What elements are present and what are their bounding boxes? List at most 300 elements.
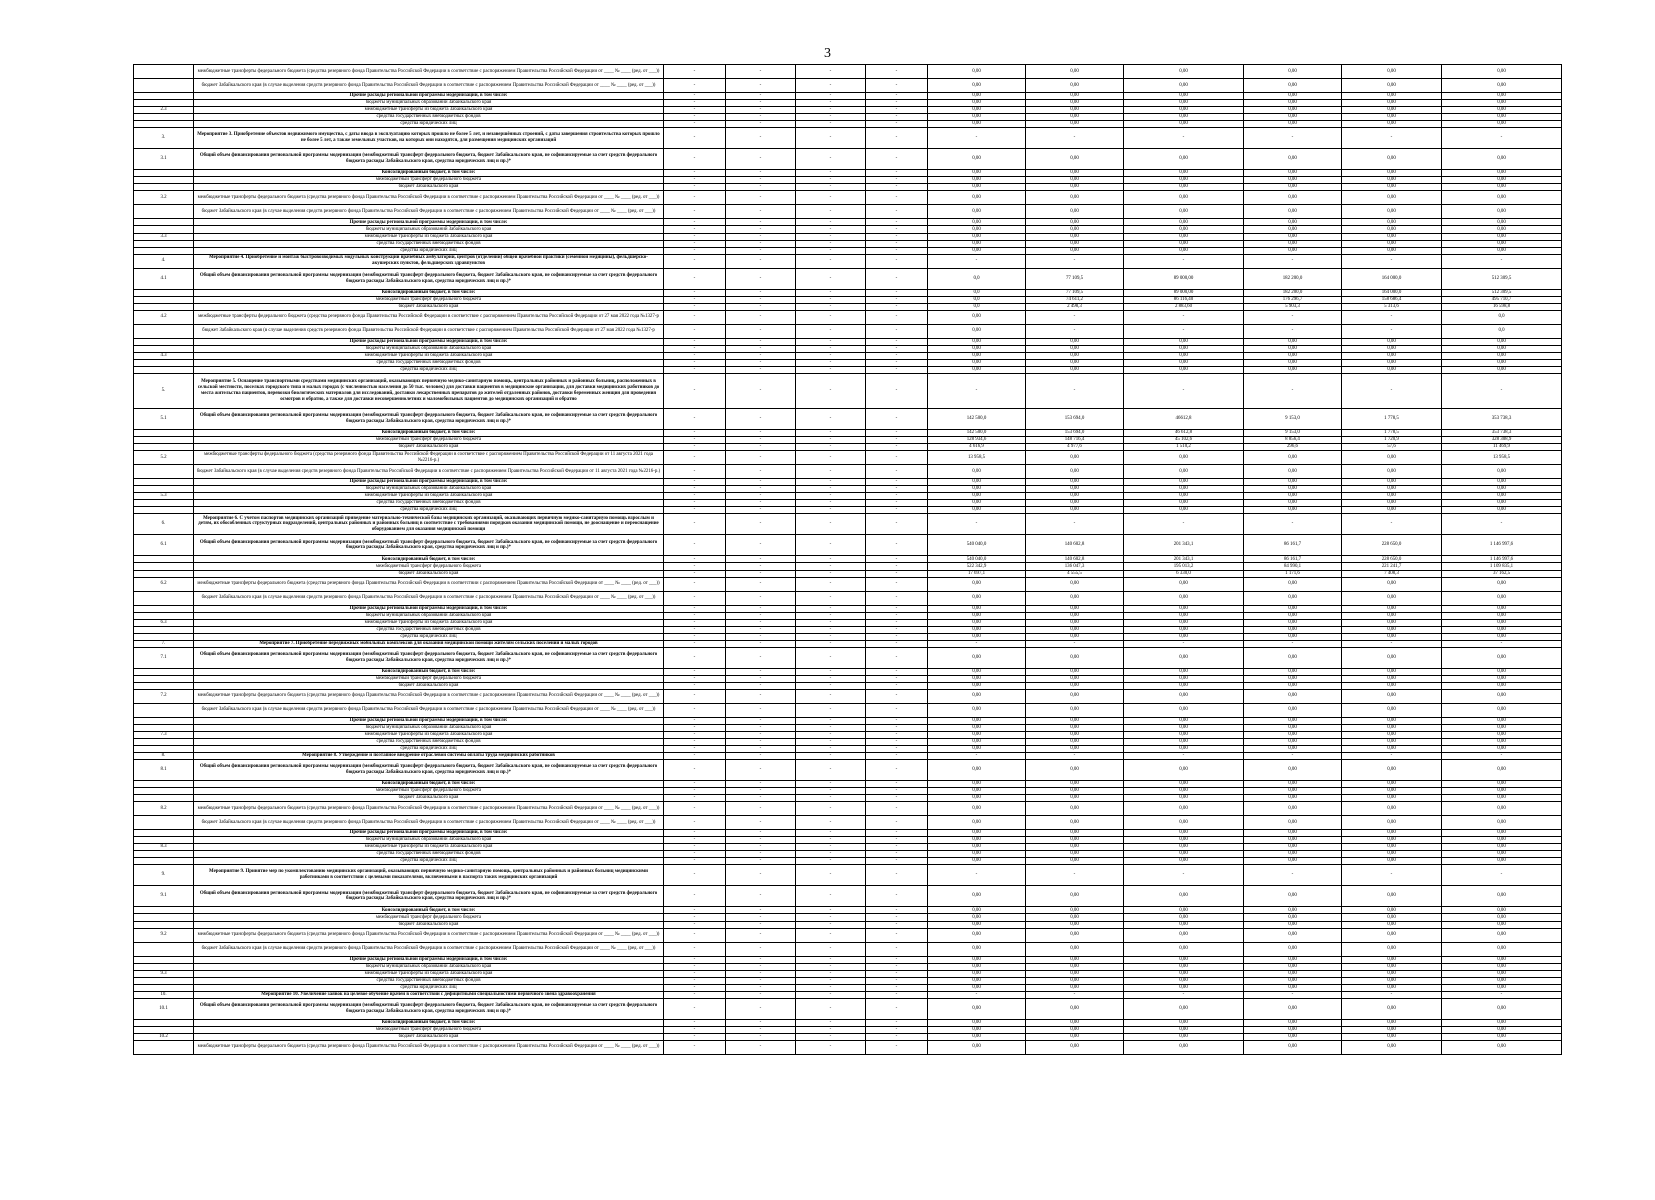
value-cell: 0,00 bbox=[1442, 703, 1562, 717]
value-cell: - bbox=[796, 366, 866, 373]
value-cell: 0,00 bbox=[1244, 738, 1342, 745]
value-cell: 0,00 bbox=[1244, 942, 1342, 956]
value-cell: - bbox=[664, 338, 726, 345]
table-row bbox=[134, 430, 1562, 437]
value-cell: 164 000,0 bbox=[1342, 289, 1442, 296]
row-number bbox=[134, 956, 194, 963]
value-cell: - bbox=[726, 605, 796, 612]
value-cell: 0,00 bbox=[1342, 682, 1442, 689]
value-cell: - bbox=[726, 886, 796, 907]
value-cell: 0,00 bbox=[928, 359, 1026, 366]
value-cell: - bbox=[664, 837, 726, 844]
value-cell: 0,00 bbox=[1342, 844, 1442, 851]
value-cell: 0,00 bbox=[1244, 612, 1342, 619]
table-row bbox=[134, 268, 1562, 289]
value-cell: - bbox=[796, 640, 866, 647]
row-number bbox=[134, 219, 194, 226]
value-cell: 0,00 bbox=[1442, 226, 1562, 233]
value-cell: - bbox=[726, 324, 796, 338]
value-cell: - bbox=[796, 352, 866, 359]
value-cell: 0,00 bbox=[1026, 647, 1124, 668]
value-cell: - bbox=[1244, 865, 1342, 886]
row-description: межбюджетные трансферты федерального бюджета (средства резервного фонда Правительства Российской Федерации в соответствие с распоряжением Правительства Российской Федерации от ____ № ____ (ред. от ___)) bbox=[194, 1040, 664, 1054]
value-cell: - bbox=[796, 289, 866, 296]
table-row bbox=[134, 556, 1562, 563]
row-number bbox=[134, 591, 194, 605]
value-cell: - bbox=[1442, 753, 1562, 760]
table-row bbox=[134, 121, 1562, 128]
value-cell: 0,00 bbox=[1244, 93, 1342, 100]
row-number bbox=[134, 851, 194, 858]
value-cell: 0,00 bbox=[1244, 65, 1342, 79]
value-cell: - bbox=[1026, 865, 1124, 886]
value-cell: 0,00 bbox=[1342, 1019, 1442, 1026]
row-description: Общий объем финансирования региональной программы модернизации (межбюджетный трансферт федерального бюджета, бюджет Забайкальского края, не софинансируемые за счет средств федерального бюджета расходы Забайкальского края, средства юридических лиц и пр.)* bbox=[194, 760, 664, 781]
value-cell: - bbox=[664, 886, 726, 907]
value-cell: - bbox=[726, 640, 796, 647]
table-row bbox=[134, 1033, 1562, 1040]
value-cell: 0,00 bbox=[1442, 65, 1562, 79]
value-cell: - bbox=[796, 437, 866, 444]
value-cell: - bbox=[726, 851, 796, 858]
row-description: межбюджетные трансферты федерального бюджета (средства резервного фонда Правительства Российской Федерации в соответствие с распоряжением Правительства Российской Федерации от 27 мая 2022 года №1327-р bbox=[194, 310, 664, 324]
value-cell: 0,00 bbox=[1342, 507, 1442, 514]
value-cell: 0,00 bbox=[1124, 577, 1244, 591]
value-cell: - bbox=[866, 366, 928, 373]
value-cell: 0,00 bbox=[1342, 233, 1442, 240]
value-cell: - bbox=[796, 514, 866, 535]
row-number: 4. bbox=[134, 254, 194, 268]
value-cell: - bbox=[866, 928, 928, 942]
value-cell: 0,00 bbox=[1342, 247, 1442, 254]
row-description: бюджет Забайкальского края bbox=[194, 444, 664, 451]
value-cell: 0,00 bbox=[1442, 844, 1562, 851]
value-cell: - bbox=[866, 338, 928, 345]
value-cell: - bbox=[866, 998, 928, 1019]
row-description: Общий объем финансирования региональной программы модернизации (межбюджетный трансферт федерального бюджета, бюджет Забайкальского края, не софинансируемые за счет средств федерального бюджета расходы Забайкальского края, средства юридических лиц и пр.)* bbox=[194, 149, 664, 170]
value-cell: 0,00 bbox=[1442, 591, 1562, 605]
value-cell: 0,00 bbox=[928, 682, 1026, 689]
value-cell: 0,00 bbox=[1442, 184, 1562, 191]
value-cell: 0,00 bbox=[1026, 886, 1124, 907]
value-cell: - bbox=[726, 830, 796, 837]
value-cell: - bbox=[796, 991, 866, 998]
value-cell: 0,00 bbox=[1026, 507, 1124, 514]
value-cell: - bbox=[1244, 514, 1342, 535]
value-cell: 0,00 bbox=[1342, 830, 1442, 837]
value-cell: - bbox=[866, 914, 928, 921]
value-cell: 74 611,2 bbox=[1026, 296, 1124, 303]
value-cell: - bbox=[664, 114, 726, 121]
table-row bbox=[134, 640, 1562, 647]
row-description: Прочие расходы региональной программы модернизации, в том числе: bbox=[194, 956, 664, 963]
value-cell: 0,00 bbox=[1026, 114, 1124, 121]
value-cell: - bbox=[866, 640, 928, 647]
value-cell: 540 040,0 bbox=[928, 556, 1026, 563]
value-cell: 0,00 bbox=[1342, 1026, 1442, 1033]
value-cell: 0,00 bbox=[1124, 451, 1244, 465]
value-cell: - bbox=[726, 107, 796, 114]
value-cell: - bbox=[1026, 514, 1124, 535]
value-cell: - bbox=[796, 479, 866, 486]
value-cell: 0,00 bbox=[1442, 731, 1562, 738]
value-cell: 0,00 bbox=[1026, 170, 1124, 177]
value-cell: 0,00 bbox=[1244, 851, 1342, 858]
value-cell: 0,00 bbox=[1342, 802, 1442, 816]
value-cell: 0,00 bbox=[1244, 1026, 1342, 1033]
row-description: средства юридических лиц bbox=[194, 858, 664, 865]
value-cell: - bbox=[664, 373, 726, 408]
value-cell: - bbox=[1442, 865, 1562, 886]
value-cell: 182 200,0 bbox=[1244, 289, 1342, 296]
value-cell: 0,00 bbox=[1026, 984, 1124, 991]
value-cell: 0,00 bbox=[1442, 998, 1562, 1019]
value-cell: 0,00 bbox=[1244, 668, 1342, 675]
value-cell: 1 146 997,6 bbox=[1442, 535, 1562, 556]
value-cell: 0,00 bbox=[928, 745, 1026, 752]
value-cell: 0,00 bbox=[1244, 359, 1342, 366]
row-description: бюджет Забайкальского края bbox=[194, 682, 664, 689]
value-cell: - bbox=[1442, 640, 1562, 647]
value-cell: 4 977,6 bbox=[1026, 444, 1124, 451]
table-row bbox=[134, 577, 1562, 591]
value-cell: - bbox=[866, 268, 928, 289]
row-number: 2.3 bbox=[134, 107, 194, 114]
value-cell: - bbox=[726, 956, 796, 963]
value-cell: - bbox=[664, 479, 726, 486]
value-cell: 142 500,0 bbox=[928, 409, 1026, 430]
row-number: 6.3 bbox=[134, 619, 194, 626]
value-cell: - bbox=[664, 633, 726, 640]
value-cell: - bbox=[726, 226, 796, 233]
value-cell: - bbox=[664, 830, 726, 837]
row-number bbox=[134, 465, 194, 479]
value-cell: - bbox=[664, 998, 726, 1019]
row-description: средства государственных внебюджетных фондов bbox=[194, 114, 664, 121]
value-cell: 0,00 bbox=[1026, 689, 1124, 703]
value-cell: - bbox=[796, 465, 866, 479]
value-cell: 0,00 bbox=[1026, 591, 1124, 605]
row-number bbox=[134, 914, 194, 921]
value-cell: 0,00 bbox=[1244, 760, 1342, 781]
row-description: Консолидированный бюджет, в том числе: bbox=[194, 430, 664, 437]
table-row bbox=[134, 745, 1562, 752]
value-cell: 0,00 bbox=[1026, 717, 1124, 724]
row-description: Мероприятие 7. Приобретение передвижных мобильных комплексов для оказания медицинской помощи жителям сельских поселений и малых городов bbox=[194, 640, 664, 647]
row-description: межбюджетный трансферт федерального бюджета bbox=[194, 788, 664, 795]
value-cell: 0,00 bbox=[1442, 338, 1562, 345]
table-row bbox=[134, 1040, 1562, 1054]
row-number bbox=[134, 612, 194, 619]
value-cell: - bbox=[866, 591, 928, 605]
value-cell: - bbox=[928, 640, 1026, 647]
value-cell: 0,00 bbox=[1342, 977, 1442, 984]
value-cell: 0,00 bbox=[1124, 493, 1244, 500]
row-description: Консолидированный бюджет, в том числе: bbox=[194, 781, 664, 788]
value-cell: - bbox=[664, 430, 726, 437]
value-cell: - bbox=[664, 240, 726, 247]
value-cell: 0,00 bbox=[1124, 93, 1244, 100]
row-description: Консолидированный бюджет, в том числе: bbox=[194, 668, 664, 675]
value-cell: - bbox=[664, 191, 726, 205]
value-cell: - bbox=[796, 226, 866, 233]
value-cell: - bbox=[796, 795, 866, 802]
value-cell: 0,00 bbox=[1026, 858, 1124, 865]
value-cell: 0,00 bbox=[1244, 830, 1342, 837]
value-cell: - bbox=[664, 675, 726, 682]
value-cell: - bbox=[796, 1040, 866, 1054]
row-number: 9. bbox=[134, 865, 194, 886]
value-cell: 0,00 bbox=[1124, 731, 1244, 738]
value-cell: - bbox=[1026, 310, 1124, 324]
value-cell: 0,00 bbox=[1342, 591, 1442, 605]
value-cell: - bbox=[796, 977, 866, 984]
value-cell: - bbox=[726, 745, 796, 752]
value-cell: - bbox=[866, 753, 928, 760]
row-description: межбюджетные трансферты из бюджета Забайкальского края bbox=[194, 844, 664, 851]
value-cell: 0,00 bbox=[1026, 121, 1124, 128]
table-row bbox=[134, 907, 1562, 914]
value-cell: - bbox=[866, 437, 928, 444]
row-number bbox=[134, 668, 194, 675]
value-cell: 0,00 bbox=[1124, 703, 1244, 717]
value-cell: 0,00 bbox=[1026, 830, 1124, 837]
value-cell: 0,00 bbox=[1124, 984, 1244, 991]
value-cell: - bbox=[796, 556, 866, 563]
value-cell: - bbox=[866, 184, 928, 191]
value-cell: 0,00 bbox=[1442, 352, 1562, 359]
value-cell: - bbox=[664, 93, 726, 100]
value-cell: 0,00 bbox=[1244, 479, 1342, 486]
value-cell: - bbox=[1026, 324, 1124, 338]
value-cell: 0,00 bbox=[928, 205, 1026, 219]
value-cell: 0,00 bbox=[1244, 977, 1342, 984]
value-cell: 0,00 bbox=[1124, 465, 1244, 479]
value-cell: - bbox=[664, 640, 726, 647]
value-cell: - bbox=[664, 788, 726, 795]
value-cell: - bbox=[664, 724, 726, 731]
value-cell: - bbox=[796, 359, 866, 366]
value-cell: 0,00 bbox=[928, 619, 1026, 626]
value-cell: 0,00 bbox=[1442, 1040, 1562, 1054]
value-cell: 0,00 bbox=[1442, 100, 1562, 107]
value-cell: - bbox=[1342, 373, 1442, 408]
value-cell: - bbox=[1342, 514, 1442, 535]
value-cell: 0,00 bbox=[1442, 977, 1562, 984]
value-cell: 0,00 bbox=[1026, 465, 1124, 479]
value-cell: - bbox=[726, 289, 796, 296]
value-cell: 1 778,5 bbox=[1342, 430, 1442, 437]
table-row bbox=[134, 984, 1562, 991]
row-number bbox=[134, 738, 194, 745]
row-number: 7.2 bbox=[134, 689, 194, 703]
row-number bbox=[134, 858, 194, 865]
value-cell: 0,00 bbox=[1124, 612, 1244, 619]
table-row bbox=[134, 816, 1562, 830]
value-cell: 0,00 bbox=[1026, 352, 1124, 359]
value-cell: - bbox=[726, 633, 796, 640]
value-cell: 0,00 bbox=[1342, 886, 1442, 907]
value-cell: - bbox=[664, 977, 726, 984]
table-row bbox=[134, 310, 1562, 324]
value-cell: 0,00 bbox=[1342, 851, 1442, 858]
table-row bbox=[134, 507, 1562, 514]
value-cell: 0,00 bbox=[1124, 79, 1244, 93]
value-cell: 1 109 835,1 bbox=[1442, 563, 1562, 570]
table-row bbox=[134, 465, 1562, 479]
value-cell: - bbox=[796, 121, 866, 128]
value-cell: - bbox=[866, 858, 928, 865]
value-cell: - bbox=[664, 79, 726, 93]
value-cell: 0,00 bbox=[1124, 977, 1244, 984]
value-cell: - bbox=[796, 612, 866, 619]
row-description: бюджеты муниципальных образований Забайкальского края bbox=[194, 837, 664, 844]
value-cell: - bbox=[866, 191, 928, 205]
table-row bbox=[134, 795, 1562, 802]
row-description: межбюджетные трансферты федерального бюджета (средства резервного фонда Правительства Российской Федерации в соответствии с распоряжением Правительства Российской Федерации от ____ № ____ (ред. от ___)) bbox=[194, 577, 664, 591]
value-cell: 0,00 bbox=[1342, 100, 1442, 107]
value-cell: 1 720,9 bbox=[1342, 437, 1442, 444]
value-cell: - bbox=[664, 619, 726, 626]
value-cell: - bbox=[866, 907, 928, 914]
value-cell: - bbox=[866, 226, 928, 233]
value-cell: - bbox=[866, 717, 928, 724]
value-cell: - bbox=[866, 535, 928, 556]
table-row bbox=[134, 865, 1562, 886]
value-cell: - bbox=[726, 493, 796, 500]
value-cell: - bbox=[796, 1019, 866, 1026]
value-cell: 0,00 bbox=[1244, 914, 1342, 921]
value-cell: - bbox=[796, 247, 866, 254]
value-cell: - bbox=[796, 233, 866, 240]
value-cell: - bbox=[796, 205, 866, 219]
row-number bbox=[134, 430, 194, 437]
value-cell: 0,00 bbox=[1442, 633, 1562, 640]
value-cell: - bbox=[726, 781, 796, 788]
value-cell: - bbox=[866, 689, 928, 703]
value-cell: - bbox=[726, 753, 796, 760]
value-cell: - bbox=[726, 844, 796, 851]
value-cell: - bbox=[726, 366, 796, 373]
value-cell: 0,00 bbox=[928, 345, 1026, 352]
value-cell: - bbox=[796, 626, 866, 633]
value-cell: 0,00 bbox=[1026, 668, 1124, 675]
value-cell: 0,00 bbox=[1026, 998, 1124, 1019]
value-cell: 0,00 bbox=[1026, 493, 1124, 500]
value-cell: 0,00 bbox=[1124, 486, 1244, 493]
value-cell: - bbox=[866, 865, 928, 886]
table-row bbox=[134, 170, 1562, 177]
value-cell: 228 650,0 bbox=[1342, 556, 1442, 563]
value-cell: 0,00 bbox=[1244, 682, 1342, 689]
value-cell: 0,00 bbox=[1442, 1033, 1562, 1040]
value-cell: 0,00 bbox=[928, 149, 1026, 170]
value-cell: 0,00 bbox=[1442, 781, 1562, 788]
value-cell: - bbox=[664, 247, 726, 254]
value-cell: - bbox=[866, 760, 928, 781]
value-cell: 57,6 bbox=[1342, 444, 1442, 451]
value-cell: - bbox=[796, 731, 866, 738]
row-description: Мероприятие 3. Приобретение объектов недвижимого имущества, с даты ввода в эксплуатацию которых прошло не более 5 лет, и незавершённых строений, с даты завершения строительства которых прошло не более 5 лет, а также земельных участков, на которых они находятся, для размещения медицинских организаций bbox=[194, 128, 664, 149]
value-cell: 0,00 bbox=[928, 1026, 1026, 1033]
value-cell: 0,00 bbox=[1124, 921, 1244, 928]
value-cell: 13 958,5 bbox=[928, 451, 1026, 465]
row-number bbox=[134, 170, 194, 177]
value-cell: - bbox=[726, 865, 796, 886]
value-cell: - bbox=[866, 851, 928, 858]
value-cell: - bbox=[866, 703, 928, 717]
value-cell: 1 778,5 bbox=[1342, 409, 1442, 430]
value-cell: 0,00 bbox=[1026, 731, 1124, 738]
value-cell: - bbox=[796, 591, 866, 605]
row-number bbox=[134, 556, 194, 563]
value-cell: - bbox=[726, 738, 796, 745]
value-cell: - bbox=[726, 963, 796, 970]
row-number: 6.2 bbox=[134, 577, 194, 591]
value-cell: 0,00 bbox=[1124, 352, 1244, 359]
value-cell: - bbox=[726, 430, 796, 437]
value-cell: - bbox=[664, 556, 726, 563]
value-cell: - bbox=[866, 921, 928, 928]
table-row bbox=[134, 914, 1562, 921]
value-cell: 176 296,7 bbox=[1244, 296, 1342, 303]
table-row bbox=[134, 963, 1562, 970]
value-cell: 0,00 bbox=[928, 802, 1026, 816]
value-cell: 0,00 bbox=[1124, 247, 1244, 254]
table-row bbox=[134, 254, 1562, 268]
row-number bbox=[134, 226, 194, 233]
row-number bbox=[134, 247, 194, 254]
value-cell: - bbox=[664, 907, 726, 914]
row-number: 7. bbox=[134, 640, 194, 647]
value-cell: - bbox=[866, 844, 928, 851]
value-cell: - bbox=[664, 731, 726, 738]
value-cell: - bbox=[664, 170, 726, 177]
table-row bbox=[134, 107, 1562, 114]
value-cell: 0,00 bbox=[928, 851, 1026, 858]
value-cell: 37 162,5 bbox=[1442, 570, 1562, 577]
value-cell: 0,00 bbox=[1442, 493, 1562, 500]
value-cell: - bbox=[1124, 514, 1244, 535]
value-cell: 0,00 bbox=[928, 93, 1026, 100]
value-cell: - bbox=[796, 191, 866, 205]
value-cell: - bbox=[664, 928, 726, 942]
value-cell: 0,00 bbox=[928, 114, 1026, 121]
value-cell: - bbox=[664, 970, 726, 977]
table-row bbox=[134, 205, 1562, 219]
value-cell: - bbox=[796, 240, 866, 247]
value-cell: - bbox=[1342, 640, 1442, 647]
value-cell: 0,00 bbox=[1442, 928, 1562, 942]
value-cell: 0,00 bbox=[1124, 914, 1244, 921]
value-cell: - bbox=[866, 977, 928, 984]
value-cell: - bbox=[796, 984, 866, 991]
value-cell: 0,00 bbox=[1342, 647, 1442, 668]
value-cell: 0,00 bbox=[1124, 359, 1244, 366]
table-row bbox=[134, 352, 1562, 359]
value-cell: - bbox=[866, 991, 928, 998]
value-cell: 0,00 bbox=[1026, 612, 1124, 619]
row-number bbox=[134, 724, 194, 731]
value-cell: 0,00 bbox=[1026, 795, 1124, 802]
value-cell: 0,00 bbox=[1442, 830, 1562, 837]
value-cell: 0,00 bbox=[1124, 1040, 1244, 1054]
row-description: межбюджетные трансферты из бюджета Забайкальского края bbox=[194, 352, 664, 359]
value-cell: - bbox=[664, 738, 726, 745]
value-cell: - bbox=[866, 738, 928, 745]
value-cell: 0,00 bbox=[1026, 345, 1124, 352]
value-cell: - bbox=[664, 844, 726, 851]
